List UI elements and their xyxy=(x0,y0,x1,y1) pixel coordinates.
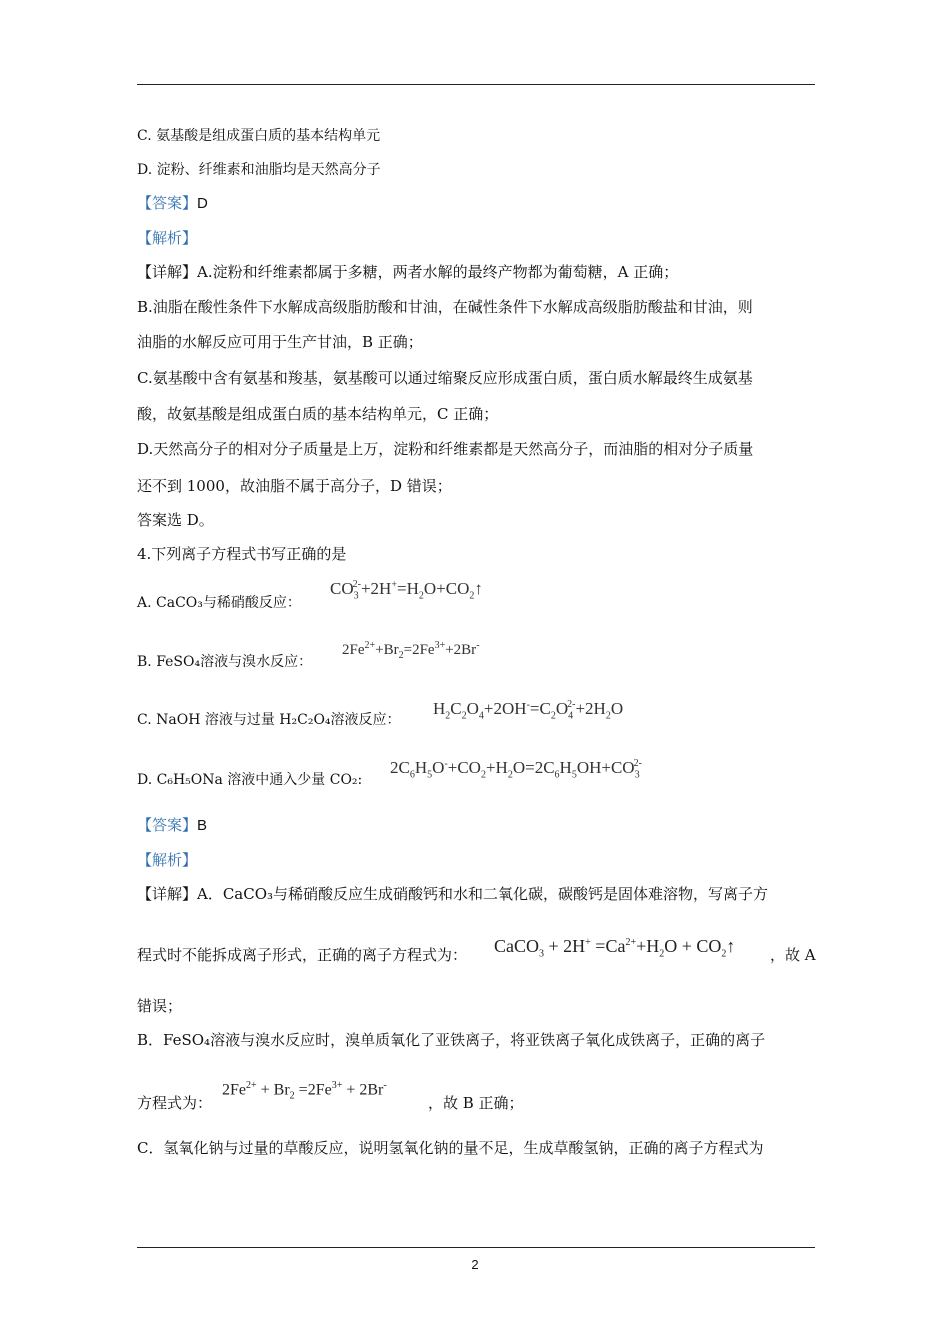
q4-stem: 4.下列离子方程式书写正确的是 xyxy=(137,545,347,563)
q4-option-a: A. CaCO₃与稀硝酸反应： xyxy=(137,595,301,611)
q3-detail-line: 油脂的水解反应可用于生产甘油，B 正确； xyxy=(137,333,423,351)
footer-rule xyxy=(137,1247,815,1248)
q4-detail-line: 错误； xyxy=(137,997,183,1015)
q4-detail-line-tail: ，故 A xyxy=(770,946,816,964)
answer-value: D xyxy=(197,195,208,212)
q4-option-c-equation: $H_2C_2O_4+2OH^-=C_2O_4^{2-}+2H_2O$ xyxy=(433,699,624,722)
q3-option-c: C. 氨基酸是组成蛋白质的基本结构单元 xyxy=(137,128,381,144)
q3-detail-line: B.油脂在酸性条件下水解成高级脂肪酸和甘油，在碱性条件下水解成高级脂肪酸盐和甘油，则 xyxy=(137,298,753,316)
answer-label: 【答案】 xyxy=(137,816,198,834)
q4-detail-line: 【详解】A．CaCO₃与稀硝酸反应生成硝酸钙和水和二氧化碳，碳酸钙是固体难溶物，写离子方 xyxy=(137,885,769,903)
q4-detail-line-tail: ，故 B 正确； xyxy=(428,1094,524,1112)
q4-analysis-label: 【解析】 xyxy=(137,851,198,869)
q3-option-d: D. 淀粉、纤维素和油脂均是天然高分子 xyxy=(137,162,381,178)
q4-option-d: D. C₆H₅ONa 溶液中通入少量 CO₂: xyxy=(137,772,363,788)
page-number: 2 xyxy=(471,1257,479,1272)
q4-option-d-equation: $2C_6H_5O^-+CO_2+H_2O=2C_6H_5OH+CO_3^{2-}$ xyxy=(390,758,642,781)
answer-value: B xyxy=(197,817,208,834)
q4-option-a-equation: $CO_3^{2-}+2H^+=H_2O+CO_2↑$ xyxy=(330,579,483,602)
q3-detail-line: C.氨基酸中含有氨基和羧基，氨基酸可以通过缩聚反应形成蛋白质，蛋白质水解最终生成氨基 xyxy=(137,369,753,387)
q3-detail-line: 还不到 1000，故油脂不属于高分子，D 错误； xyxy=(137,477,452,495)
q3-detail-line: 答案选 D。 xyxy=(137,511,214,529)
q4-answer xyxy=(137,815,207,836)
q3-answer xyxy=(137,193,208,214)
q4-detail-b-equation: $2Fe^{2+} + Br_2 =2Fe^{3+} + 2Br^-$ xyxy=(222,1080,387,1102)
q4-detail-line: 方程式为： xyxy=(137,1094,213,1112)
answer-label: 【答案】 xyxy=(137,194,198,212)
q3-detail-line: D.天然高分子的相对分子质量是上万，淀粉和纤维素都是天然高分子，而油脂的相对分子质量 xyxy=(137,440,754,458)
q3-analysis-label: 【解析】 xyxy=(137,229,198,247)
q4-option-b: B. FeSO₄溶液与溴水反应： xyxy=(137,654,313,670)
q4-detail-a-equation: CaCO$_3$ + $2H^+ =Ca^{2+}+H_2O$ + $CO_2↑$ xyxy=(494,936,736,960)
q3-detail-line: 酸，故氨基酸是组成蛋白质的基本结构单元，C 正确； xyxy=(137,405,499,423)
q4-option-b-equation: $2Fe^{2+}+Br_2=2Fe^{3+}+2Br^-$ xyxy=(342,640,480,661)
header-rule xyxy=(137,84,815,85)
q4-detail-line: 程式时不能拆成离子形式，正确的离子方程式为： xyxy=(137,946,468,964)
q3-detail-line: 【详解】A.淀粉和纤维素都属于多糖，两者水解的最终产物都为葡萄糖，A 正确； xyxy=(137,263,679,281)
q4-detail-line: B．FeSO₄溶液与溴水反应时，溴单质氧化了亚铁离子，将亚铁离子氧化成铁离子，正确的离子 xyxy=(137,1031,766,1049)
q4-detail-line: C．氢氧化钠与过量的草酸反应，说明氢氧化钠的量不足，生成草酸氢钠，正确的离子方程式为 xyxy=(137,1139,764,1157)
q4-option-c: C. NaOH 溶液与过量 H₂C₂O₄溶液反应： xyxy=(137,712,401,728)
